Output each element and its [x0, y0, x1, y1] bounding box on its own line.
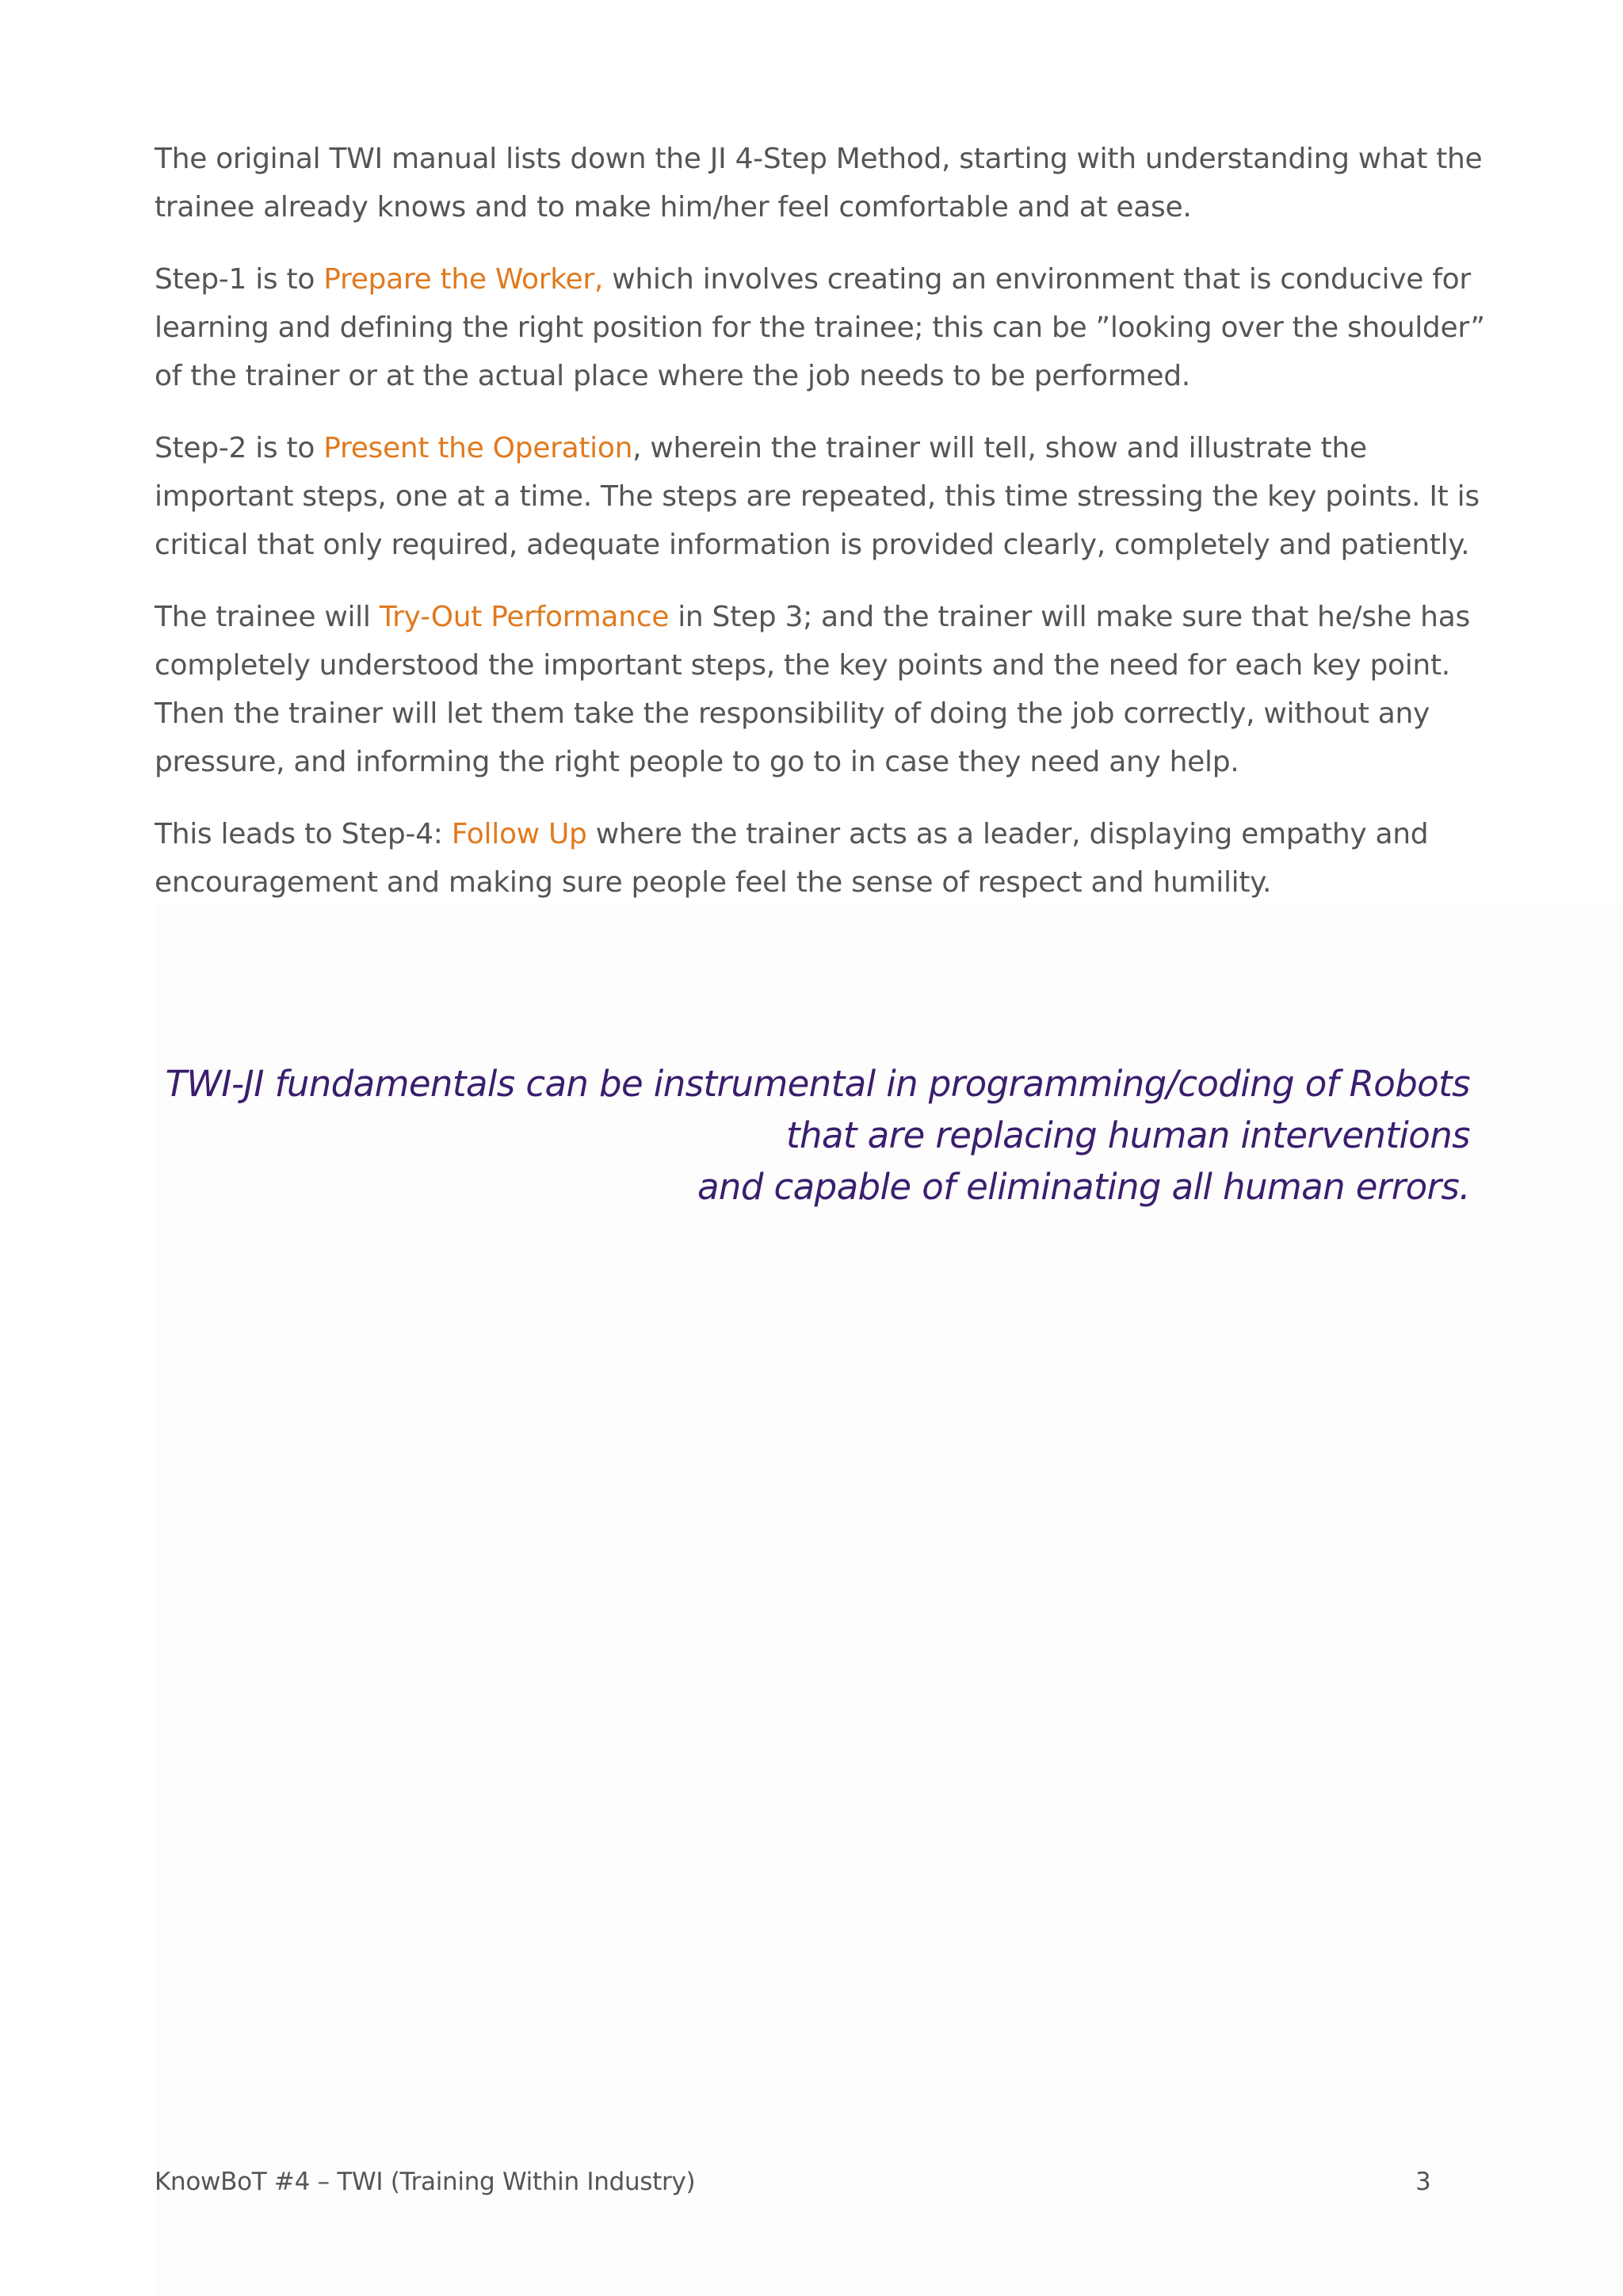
pull-quote-line-2: that are replacing human interventions: [785, 1114, 1470, 1156]
footer-document-title: KnowBoT #4 – TWI (Training Within Industry): [155, 2168, 696, 2196]
main-body-text: [155, 135, 1486, 930]
paragraph-step-2: Step-2 is to Present the Operation, wherein the trainer will tell, show and illustrate the important steps, one at a time. The steps are repeated, this time stressing the key points. It is critical that only required, adequate information is provided clearly, completely and patiently.: [155, 432, 1480, 561]
highlight-follow-up: Follow Up: [451, 818, 587, 850]
paragraph-step-4: This leads to Step-4: Follow Up where the trainer acts as a leader, displaying empathy and encouragement and making sure people feel the sense of respect and humility.: [155, 818, 1429, 899]
pull-quote-line-1: TWI-JI fundamentals can be instrumental in programming/coding of Robots: [165, 1063, 1470, 1105]
paragraph-step-1: Step-1 is to Prepare the Worker, which involves creating an environment that is conducive for learning and defining the right position for the trainee; this can be ”looking over the shoulder” of the trainer or at the actual place where the job needs to be performed.: [155, 263, 1485, 392]
footer-page-number: 3: [1415, 2168, 1431, 2196]
paragraph-intro: The original TWI manual lists down the JI 4-Step Method, starting with understanding what the trainee already knows and to make him/her feel comfortable and at ease.: [155, 143, 1483, 223]
highlight-present-the-operation: Present the Operation: [323, 432, 633, 464]
pull-quote-line-3: and capable of eliminating all human errors.: [697, 1166, 1470, 1208]
highlight-try-out-performance: Try-Out Performance: [379, 601, 670, 633]
highlight-prepare-the-worker: Prepare the Worker,: [323, 263, 604, 296]
paragraph-step-3: The trainee will Try-Out Performance in Step 3; and the trainer will make sure that he/she has completely understood the important steps, the key points and the need for each key point. Then the trainer will let them take the responsibility of doing the job correctly, without any pressure, and informing the right people to go to in case they need any help.: [155, 601, 1470, 778]
pull-quote: [155, 1058, 1470, 1213]
